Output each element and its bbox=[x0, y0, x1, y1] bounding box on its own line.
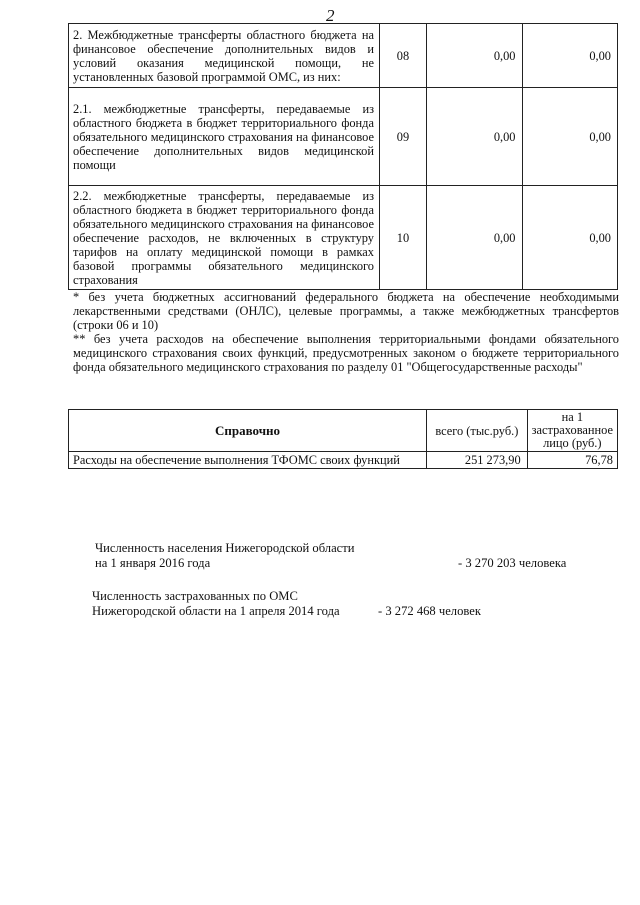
row-description: 2. Межбюджетные трансферты областного бюджета на финансовое обеспечение дополнительных видов и условий оказания медицинской помощи, не установленных базовой программой ОМС, из них: bbox=[69, 24, 380, 88]
page-number: 2 bbox=[326, 6, 335, 25]
transfers-table bbox=[68, 23, 618, 290]
row-value-1: 0,00 bbox=[427, 186, 523, 290]
row-description: 2.1. межбюджетные трансферты, передаваемые из областного бюджета в бюджет территориального фонда обязательного медицинского страхования на финансовое обеспечение дополнительных видов медицинской помощи bbox=[69, 88, 380, 186]
insured-value: - 3 272 468 человек bbox=[378, 604, 481, 618]
column-header-per-person: на 1 застрахованное лицо (руб.) bbox=[527, 410, 617, 452]
row-code: 10 bbox=[380, 186, 427, 290]
reference-table bbox=[68, 409, 618, 469]
table-row bbox=[69, 24, 618, 88]
reference-title: Справочно bbox=[69, 410, 427, 452]
reference-row-label: Расходы на обеспечение выполнения ТФОМС своих функций bbox=[69, 452, 427, 469]
population-label-line1: Численность населения Нижегородской области bbox=[95, 541, 355, 555]
population-label-line2: на 1 января 2016 года bbox=[95, 556, 211, 570]
column-header-total: всего (тыс.руб.) bbox=[427, 410, 528, 452]
footnotes bbox=[73, 290, 619, 374]
row-value-2: 0,00 bbox=[522, 186, 618, 290]
insured-label-line2: Нижегородской области на 1 апреля 2014 года bbox=[92, 604, 340, 618]
reference-row-total: 251 273,90 bbox=[427, 452, 528, 469]
row-value-1: 0,00 bbox=[427, 88, 523, 186]
table-row bbox=[69, 186, 618, 290]
table-header-row bbox=[69, 410, 618, 452]
row-code: 09 bbox=[380, 88, 427, 186]
table-row bbox=[69, 88, 618, 186]
table-row bbox=[69, 452, 618, 469]
row-value-1: 0,00 bbox=[427, 24, 523, 88]
row-description: 2.2. межбюджетные трансферты, передаваемые из областного бюджета в бюджет территориального фонда обязательного медицинского страхования на финансовое обеспечение расходов, не включенных в структуру тарифов на оплату медицинской помощи в рамках базовой программы обязательного медицинского страхования bbox=[69, 186, 380, 290]
reference-row-per-person: 76,78 bbox=[527, 452, 617, 469]
row-value-2: 0,00 bbox=[522, 24, 618, 88]
footnote-2: ** без учета расходов на обеспечение выполнения территориальными фондами обязательного медицинского страхования своих функций, предусмотренных законом о бюджете территориального фонда обязательного медицинского страхования по разделу 01 "Общегосударственные расходы" bbox=[73, 332, 619, 374]
row-value-2: 0,00 bbox=[522, 88, 618, 186]
insured-label-line1: Численность застрахованных по ОМС bbox=[92, 589, 298, 603]
footnote-1: * без учета бюджетных ассигнований федерального бюджета на обеспечение необходимыми лекарственными средствами (ОНЛС), целевые программы, а также межбюджетных трансфертов (строки 06 и 10) bbox=[73, 290, 619, 332]
row-code: 08 bbox=[380, 24, 427, 88]
population-value: - 3 270 203 человека bbox=[458, 556, 567, 570]
